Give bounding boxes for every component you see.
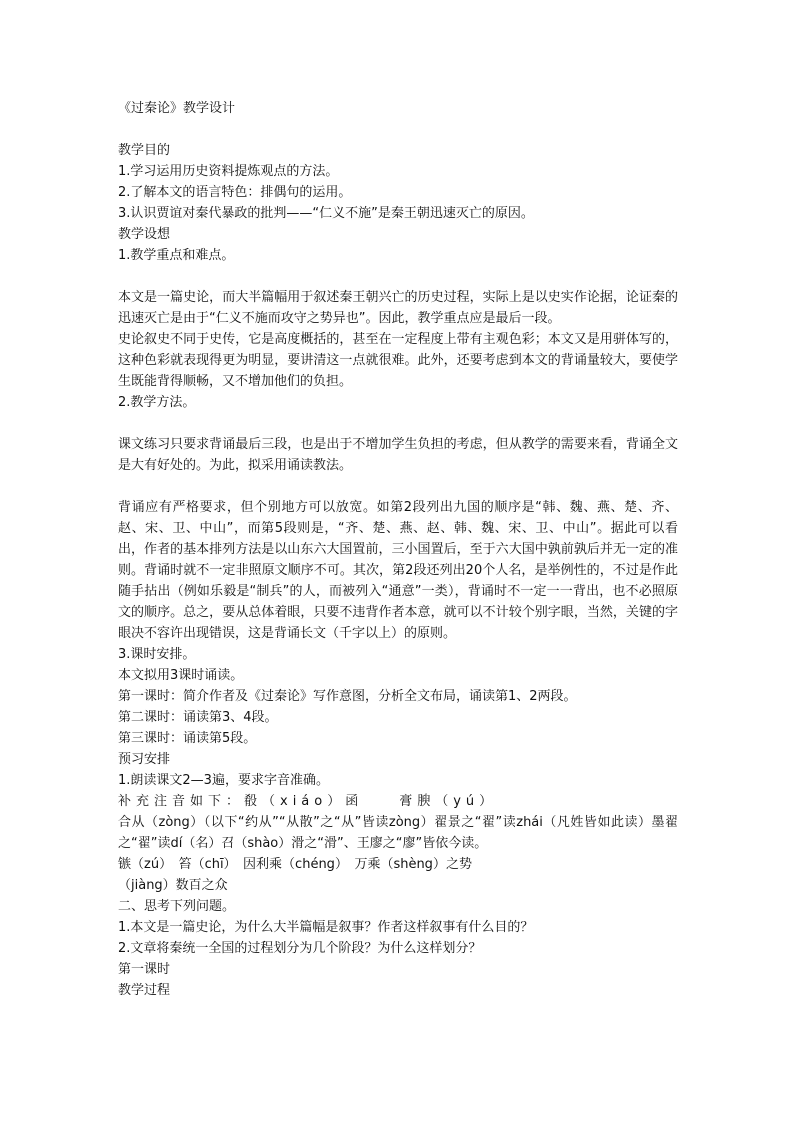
objective-item: 2.了解本文的语言特色：排偶句的运用。 — [118, 185, 352, 200]
pronunciation-note-2: 合从（zòng）（以下“约从”“从散”之“从”皆读zòng）翟景之“翟”读zhái（凡姓皆如此读）墨翟之“翟”读dí（名）召（shào）滑之“滑”、王廖之“廖”皆依今读。 — [118, 815, 678, 851]
section-heading-first-class: 第一课时 — [118, 962, 171, 977]
subheading-schedule: 3.课时安排。 — [118, 647, 196, 662]
objective-item: 1.学习运用历史资料提炼观点的方法。 — [118, 164, 339, 179]
pronunciation-note-3: 镞（zú） 笞（chī） 因利乘（chéng） 万乘（shèng）之势 — [118, 857, 472, 872]
question-item: 1.本文是一篇史论，为什么大半篇幅是叙事？作者这样叙事有什么目的？ — [118, 920, 534, 935]
paragraph-focus-2: 史论叙史不同于史传，它是高度概括的，甚至在一定程度上带有主观色彩；本文又是用骈体写的，这种色彩就表现得更为明显，要讲清这一点就很难。此外，还要考虑到本文的背诵量较大，要使学生既能背得顺畅，又不增加他们的负担。 — [118, 332, 678, 389]
document-body — [118, 98, 678, 1001]
preview-item: 1.朗读课文2—3遍，要求字音准确。 — [118, 773, 329, 788]
section-heading-preview: 预习安排 — [118, 752, 171, 767]
schedule-class-2: 第二课时：诵读第3、4段。 — [118, 710, 278, 725]
paragraph-method-2: 背诵应有严格要求，但个别地方可以放宽。如第2段列出九国的顺序是“韩、魏、燕、楚、齐、赵、宋、卫、中山”，而第5段则是，“齐、楚、燕、赵、韩、魏、宋、卫、中山”。据此可以看出，作者的基本排列方法是以山东六大国置前，三小国置后，至于六大国中孰前孰后并无一定的准则。背诵时就不一定非照原文顺序不可。其次，第2段还列出20个人名，是举例性的，不过是作此随手拈出（例如乐毅是“制兵”的人，而被列入“通意”一类），背诵时不一定一一背出，也不必照原文的顺序。总之，要从总体着眼，只要不违背作者本意，就可以不计较个别字眼，当然，关键的字眼决不容许出现错误，这是背诵长文（千字以上）的原则。 — [118, 500, 678, 641]
pronunciation-note-1: 补充注音如下：殽（xiáo）函 膏腴（yú） — [118, 794, 498, 809]
question-heading: 二、思考下列问题。 — [118, 899, 236, 914]
section-heading-design: 教学设想 — [118, 227, 171, 242]
section-heading-objectives: 教学目的 — [118, 143, 171, 158]
schedule-class-3: 第三课时：诵读第5段。 — [118, 731, 257, 746]
schedule-class-1: 第一课时：简介作者及《过秦论》写作意图，分析全文布局，诵读第1、2两段。 — [118, 689, 577, 704]
question-item: 2.文章将秦统一全国的过程划分为几个阶段？为什么这样划分？ — [118, 941, 482, 956]
paragraph-focus-1: 本文是一篇史论，而大半篇幅用于叙述秦王朝兴亡的历史过程，实际上是以史实作论据，论证秦的迅速灭亡是由于“仁义不施而攻守之势异也”。因此，教学重点应是最后一段。 — [118, 290, 678, 326]
pronunciation-note-4: （jiàng）数百之众 — [118, 878, 228, 893]
schedule-plan: 本文拟用3课时诵读。 — [118, 668, 244, 683]
subheading-focus: 1.教学重点和难点。 — [118, 248, 235, 263]
document-title: 《过秦论》教学设计 — [118, 101, 236, 116]
paragraph-method-1: 课文练习只要求背诵最后三段，也是出于不增加学生负担的考虑，但从教学的需要来看，背诵全文是大有好处的。为此，拟采用诵读教法。 — [118, 437, 678, 473]
subheading-method: 2.教学方法。 — [118, 395, 196, 410]
objective-item: 3.认识贾谊对秦代暴政的批判——“仁义不施”是秦王朝迅速灭亡的原因。 — [118, 206, 534, 221]
subheading-process: 教学过程 — [118, 983, 171, 998]
